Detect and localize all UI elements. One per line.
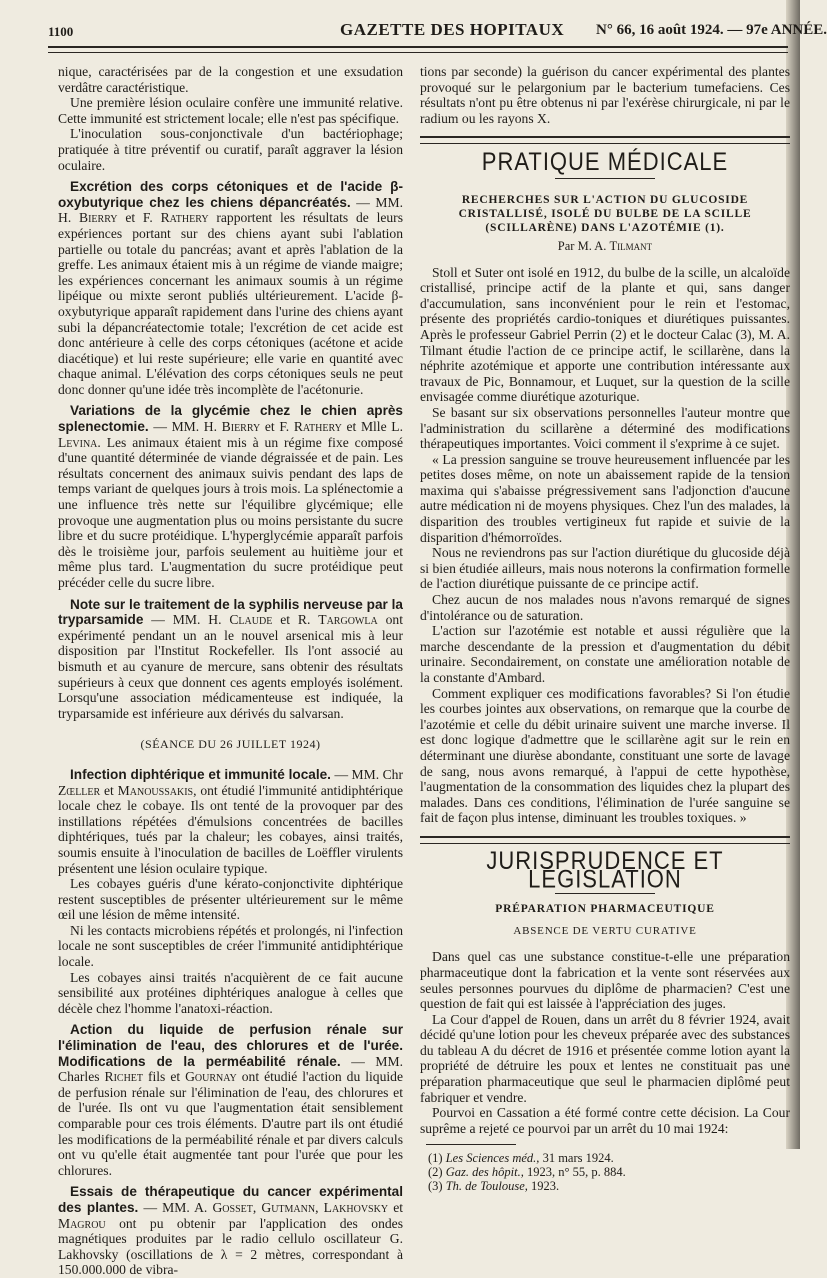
report-body: . Les animaux étaient mis à un régime fixe composé d'une quantité déterminée de viande dégraissée et de pain. Les résultats concernent des animaux suivis pendant des laps de temps variant de quelques jours à trois mois. La splénectomie a une influence très nette sur l'équilibre glycémique; elle provoque une augmentation plus ou moins persistante du sucre libre et du sucre protéidique. L'hyperglycémie apparaît parfois dès le troisième jour, parfois seulement au huitième jour et même plus tard. L'augmentation du sucre protéidique peut précéder celle du sucre libre.: [58, 434, 403, 590]
author-name: Rathery: [293, 419, 342, 435]
paragraph: Pourvoi en Cassation a été formé contre cette décision. La Cour suprême a rejeté ce pourvoi par un arrêt du 10 mai 1924:: [420, 1105, 790, 1136]
paragraph: La Cour d'appel de Rouen, dans un arrêt du 8 février 1924, avait décidé qu'une lotion pour les cheveux préparée avec des substances du tableau A du décret de 1916 et présentée comme lotion ayant la propriété de détruire les poux et lentes ne constituait pas une préparation pharmaceutique que seul le pharmacien diplômé peut fabriquer et vendre.: [420, 1011, 790, 1105]
author-name: Levina: [58, 434, 98, 450]
footnote-number: (2): [428, 1165, 446, 1180]
report-glycemie: [58, 403, 403, 590]
author-name: Claude: [229, 612, 273, 628]
text-run: et: [100, 782, 118, 798]
right-column: [420, 64, 790, 1193]
paragraph: tions par seconde) la guérison du cancer expérimental des plantes provoqué sur le pelargonium par le bacterium tumefaciens. Ces résultats n'ont pu être obtenus ni par l'exérèse chirurgicale, ni par le radium ou les rayons X.: [420, 64, 790, 126]
footnote-source: Th. de Toulouse,: [445, 1179, 528, 1194]
report-body: ont étudié l'action du liquide de perfusion rénale sur l'élimination de l'eau, des chlorures et de l'urée. Ils ont vu que l'augmentation était sensiblement comparable pour ces trois éléments. D'autre part ils ont étudié les modifications de la perméabilité rénale et par divers calculs ont vu qu'elle était augmentée tant pour l'urée que pour les chlorures.: [58, 1069, 403, 1178]
footnote-number: (1): [428, 1151, 446, 1166]
text-run: ,: [315, 1199, 324, 1215]
short-rule: [555, 178, 655, 179]
report-diphterie: [58, 767, 403, 876]
issue-info: N° 66, 16 août 1924. — 97e ANNÉE.: [596, 22, 827, 38]
author-name: Rathery: [160, 210, 209, 226]
author-name: Tilmant: [609, 238, 653, 253]
text-run: et Mlle L.: [341, 419, 403, 435]
paragraph: « La pression sanguine se trouve heureusement influencée par les petites doses même, on note un abaissement rapide de la tension maxima qui s'abaisse prégressivement sans l'adjonction d'aucune autre médication ni de moyens physiques. Chez l'un des malades, la disparition des troubles vertigineux fut rapide et suivie de la disparition d'hémorroïdes.: [420, 451, 790, 545]
paragraph: Ni les contacts microbiens répétés et prolongés, ni l'infection locale ne sont susceptibles de créer l'immunité antidiphtérique locale.: [58, 922, 403, 970]
text-run: et R.: [272, 612, 319, 628]
footnote-detail: 1923.: [527, 1179, 560, 1194]
paragraph: Se basant sur six observations personnelles l'auteur montre que l'administration du scillarène a déterminé des modifications thérapeutiques importantes. Voici comment il s'exprime à ce sujet.: [420, 404, 790, 452]
author-name: Targowla: [318, 612, 378, 628]
paragraph: nique, caractérisées par de la congestion et une exsudation verdâtre caractéristique.: [58, 64, 403, 95]
report-heading: Variations de la glycémie chez le chien après splenectomie.: [58, 403, 403, 435]
text-run: — MM. H.: [148, 419, 222, 435]
paragraph: L'inoculation sous-conjonctivale d'un bactériophage; pratiquée à titre préventif ou curatif, paraît aggraver la lésion oculaire.: [58, 126, 403, 173]
text-run: et F.: [260, 419, 294, 435]
header-rule: [48, 46, 788, 48]
header-rule-thin: [48, 52, 788, 53]
subheading: PRÉPARATION PHARMACEUTIQUE: [495, 903, 715, 916]
section-heading-jurisprudence: JURISPRUDENCE ET LÉGISLATION: [486, 845, 724, 893]
footnote-source: Les Sciences méd.,: [445, 1151, 540, 1166]
footnote-detail: 31 mars 1924.: [539, 1151, 614, 1166]
paragraph: Chez aucun de nos malades nous n'avons remarqué de signes d'intolérance ou de saturation.: [420, 592, 790, 623]
section-heading-pratique: PRATIQUE MÉDICALE: [481, 147, 729, 177]
text-run: ,: [252, 1199, 262, 1215]
footnote-detail: 1923, n° 55, p. 884.: [523, 1165, 626, 1180]
author-name: Gosset: [212, 1199, 253, 1215]
text-run: Par M. A.: [557, 238, 610, 253]
footnote: [428, 1165, 790, 1179]
article-byline: [420, 239, 790, 255]
paragraph: Nous ne reviendrons pas sur l'action diurétique du glucoside déjà si bien étudiée ailleurs, mais nous noterons la confirmation formelle de l'action diurétique puissante de ce principe actif.: [420, 545, 790, 592]
paragraph: Dans quel cas une substance constitue-t-elle une préparation pharmaceutique dont la fabrication et la vente sont réservées aux seules personnes pourvues du diplôme de pharmacien? C'est une question de fait qui est laissée à l'appréciation des juges.: [420, 949, 790, 1012]
footnote-source: Gaz. des hôpit.,: [445, 1165, 524, 1180]
paragraph: Une première lésion oculaire confère une immunité relative. Cette immunité est strictement locale; elle n'est pas spécifique.: [58, 95, 403, 126]
session-date: (SÉANCE DU 26 JUILLET 1924): [140, 737, 321, 752]
page-header: [48, 18, 827, 42]
report-heading: Excrétion des corps cétoniques et de l'acide β-oxybutyrique chez les chiens dépancréatés.: [58, 179, 403, 210]
journal-title: GAZETTE DES HOPITAUX: [340, 20, 565, 39]
report-body: , ont étudié l'immunité antidiphtérique locale chez le cobaye. Ils ont tenté de la provoquer par des instillations répétées d'émulsions concentrées de bacilles diphtériques, tués par la chaleur; les cobayes, ainsi traités, soumis ensuite à l'inoculation de bacilles de Loëffler virulents présentent une lésion oculaire typique.: [58, 782, 404, 876]
report-heading: Note sur le traitement de la syphilis nerveuse par la tryparsamide: [58, 596, 403, 628]
report-cancer-plantes: [58, 1184, 403, 1278]
author-name: Magrou: [58, 1215, 106, 1231]
page-number: 1100: [48, 24, 74, 39]
text-run: — MM. Charles: [58, 1053, 403, 1085]
footnote-rule: [426, 1144, 516, 1145]
subheading: ABSENCE DE VERTU CURATIVE: [513, 924, 697, 937]
text-run: — MM. H.: [58, 194, 403, 226]
section-rule: [420, 136, 790, 144]
text-run: et F.: [117, 210, 161, 226]
report-heading: Infection diphtérique et immunité locale.: [70, 766, 331, 782]
paragraph: Comment expliquer ces modifications favorables? Si l'on étudie les courbes jointes aux observations, on remarque que la courbe de l'azotémie et celle du débit urinaire suivent une marche inverse. Il est donc logique d'admettre que le scillarène agit sur le rein en déterminant une diurèse abondante, constituant une sorte de lavage de sang, nous avons remarqué, à l'appui de cette hypothèse, l'augmentation de la consommation des liquides chez la plupart des malades. Dans ces conditions, l'élimination de l'urée sanguine se fait de façon plus intense, diminuant les troubles toxiques. »: [420, 685, 790, 826]
author-name: Bierry: [79, 210, 118, 226]
footnote: [428, 1179, 790, 1193]
article-title: RECHERCHES SUR L'ACTION DU GLUCOSIDE CRISTALLISÉ, ISOLÉ DU BULBE DE LA SCILLE (SCILLARÈNE) DANS L'AZOTÉMIE (1).: [458, 193, 752, 234]
paragraph: Les cobayes guéris d'une kérato-conjonctivite diphtérique restent susceptibles de présenter ultérieurement sur le même œil une lésion de même intensité.: [58, 876, 403, 923]
paragraph: L'action sur l'azotémie est notable et aussi régulière que la marche descendante de la pression et d'augmentation du débit urinaire. Secondairement, on constate une amélioration notable de la constante d'Ambard.: [420, 623, 790, 685]
author-name: Gutmann: [261, 1199, 316, 1215]
report-heading: Essais de thérapeutique du cancer expérimental des plantes.: [58, 1184, 403, 1215]
author-name: Manoussakis: [117, 782, 194, 798]
report-perfusion: [58, 1022, 403, 1178]
short-rule: [555, 893, 655, 894]
report-heading: Action du liquide de perfusion rénale sur l'élimination de l'eau, des chlorures et de l'urée. Modifications de la perméabilité rénale.: [58, 1022, 403, 1069]
text-run: — MM. H.: [143, 612, 230, 628]
author-name: Lakhovsky: [323, 1199, 389, 1215]
text-run: fils et: [143, 1069, 186, 1085]
report-excretion: [58, 179, 403, 397]
text-run: — MM. A.: [138, 1199, 213, 1215]
author-name: Richet: [104, 1069, 144, 1085]
text-run: et: [388, 1199, 404, 1215]
paragraph: Stoll et Suter ont isolé en 1912, du bulbe de la scille, un alcaloïde cristallisé, principe actif de la plante et qui, sans danger d'accumulation, sans inconvénient pour le rein et l'estomac, présente des propriétés cardio-toniques et diurétiques puissantes. Après le professeur Gabriel Perrin (2) et le docteur Calac (3), M. A. Tilmant étudie l'action de ce principe actif, le scillarène, dans la néphrite azotémique et apporte une contribution intéressante aux travaux de Pic, Bonnamour, et Luquet, sur la question de la scille envisagée comme diurétique azoturique.: [420, 264, 790, 405]
footnote: [428, 1151, 790, 1165]
section-rule: [420, 836, 790, 844]
author-name: Gournay: [185, 1069, 237, 1085]
author-name: Bierry: [221, 419, 261, 435]
paragraph: Les cobayes ainsi traités n'acquièrent de ce fait aucune sensibilité aux protéines diphtériques analogue à celles que décèle chez l'homme l'anatoxi-réaction.: [58, 969, 403, 1016]
author-name: Zœller: [58, 782, 101, 798]
report-body: ont expérimenté pendant un an le nouvel arsenical mis à leur disposition par l'Institut Rockefeller. Ils l'ont associé au bismuth et au cyanure de mercure, sans obtenir des résultats supérieurs à ceux que donnent ces agents employés isolément. Lorsqu'une association médicamenteuse est indiquée, la tryparsamide est inférieure aux dérivés du salvarsan.: [58, 612, 403, 721]
text-run: — MM. Chr: [330, 766, 403, 782]
report-body: ont pu obtenir par l'application des ondes magnétiques produites par le radio cellulo oscillateur G. Lakhovsky (oscillations de λ = 2 mètres, correspondant à 150.000.000 de vibra-: [58, 1215, 403, 1278]
report-body: rapportent les résultats de leurs expériences portant sur des chiens ayant subi l'ablation partielle ou totale du pancréas; avant et après l'ablation de la greffe. Les animaux étaient mis à un régime de viande maigre; les expériences concernant les animaux soumis à un régime lipéique ou mixte seront publiés ultérieurement. L'acide β-oxybutyrique apparaît rapidement dans l'urine des chiens ayant subi la dépancréatectomie totale; l'excrétion de cet acide est donc antérieure à celle des corps cétoniques (acétone et acide diacétique) et lui reste supérieure; elle varie en quantité avec chaque animal. L'élévation des corps cétoniques seuls ne peut donc donner qu'une idée très incomplète de l'acétonurie.: [58, 210, 403, 397]
footnote-number: (3): [428, 1179, 446, 1194]
report-syphilis: [58, 597, 403, 722]
left-column: [58, 64, 403, 1278]
